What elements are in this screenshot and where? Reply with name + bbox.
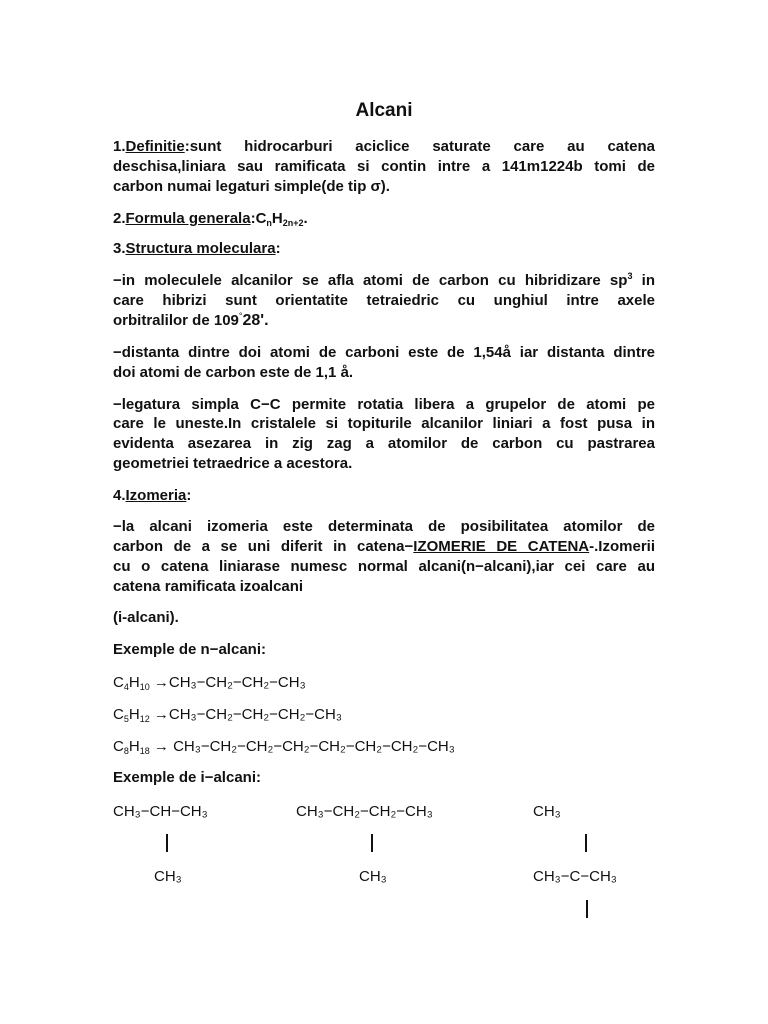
- definition-line-2: deschisa,liniara sau ramificata si contin intre a 141m1224b tomi de: [113, 158, 655, 175]
- formula-label: Formula generala: [125, 210, 251, 227]
- isomerism-line-1: −la alcani izomeria este determinata de posibilitatea atomilor de: [113, 518, 655, 535]
- angle-minutes: 28'.: [242, 312, 269, 329]
- carbon-subscript: 8: [123, 746, 129, 756]
- isomerism-line-4: catena ramificata izoalcani: [113, 578, 304, 595]
- hydrogen-symbol: H: [271, 210, 283, 227]
- structure-heading: [113, 240, 655, 257]
- bond-line: [586, 900, 588, 918]
- arrow: →: [149, 706, 169, 723]
- carbon-symbol: C: [255, 210, 267, 227]
- superscript: 3: [627, 271, 633, 281]
- chain-formula: CH₃−CH₂−CH₂−CH₃: [168, 674, 306, 691]
- bond-line: [585, 834, 587, 852]
- structure-p2-line-2: doi atomi de carbon este de 1,1 å.: [113, 364, 354, 381]
- structure-label: Structura moleculara: [125, 240, 276, 257]
- i-alkane-2-main-chain: CH₃−CH₂−CH₂−CH₃: [296, 803, 433, 820]
- i-alkane-3-top-branch: CH₃: [533, 803, 561, 820]
- hydrogen-subscript: 12: [139, 714, 150, 724]
- isomerism-line-5: (i-alcani).: [113, 609, 179, 626]
- isomerism-text: -.Izomerii: [589, 538, 655, 555]
- hydrogen-subscript: 18: [139, 746, 150, 756]
- colon: :: [250, 210, 256, 227]
- section-number: 1.: [113, 138, 126, 155]
- page-title: Alcani: [355, 100, 413, 121]
- degree-sign: °: [238, 311, 243, 321]
- hydrogen-subscript: 2n+2: [282, 218, 304, 228]
- isomerism-line-2: [113, 538, 655, 555]
- isomerism-line-3: cu o catena liniarase numesc normal alcani(n−alcani),iar cei care au: [113, 558, 655, 575]
- structure-p2-line-1: −distanta dintre doi atomi de carboni este de 1,54å iar distanta dintre: [113, 344, 655, 361]
- structure-text: orbitralilor de 109: [113, 312, 239, 329]
- structure-p1-line-3: [113, 312, 655, 330]
- structure-p1-line-2: care hibrizi sunt orientatite tetraiedric cu unghiul intre axele: [113, 292, 655, 309]
- colon: :: [275, 240, 281, 257]
- formula-line: [113, 210, 655, 227]
- section-number: 3.: [113, 240, 126, 257]
- structure-p3-line-1: −legatura simpla C−C permite rotatia libera a grupelor de atomi pe: [113, 396, 655, 413]
- isomerism-text: carbon de a se uni diferit in catena−: [113, 538, 414, 555]
- structure-p3-line-2: care le uneste.In cristalele si topiturile alcanilor liniari a fost pusa in: [113, 415, 655, 432]
- definition-text-1: :sunt hidrocarburi aciclice saturate care au catena: [184, 138, 655, 155]
- n-alkane-example-3: [113, 738, 455, 755]
- section-number: 2.: [113, 210, 126, 227]
- bond-line: [371, 834, 373, 852]
- i-alkane-2-branch: CH₃: [359, 868, 387, 885]
- isomerism-label: Izomeria: [125, 487, 187, 504]
- i-alkane-1-main-chain: CH₃−CH−CH₃: [113, 803, 208, 820]
- n-alkane-example-2: [113, 706, 342, 723]
- hydrogen-symbol: H: [128, 738, 140, 755]
- chain-formula: CH₃−CH₂−CH₂−CH₂−CH₂−CH₂−CH₂−CH₃: [173, 738, 455, 755]
- arrow: →: [149, 738, 174, 755]
- period: .: [303, 210, 308, 227]
- carbon-subscript: 4: [123, 682, 129, 692]
- isomerism-underlined-term: IZOMERIE DE CATENA: [413, 538, 590, 555]
- bond-line: [166, 834, 168, 852]
- carbon-symbol: C: [113, 674, 124, 691]
- structure-p1-line-1: [113, 272, 655, 289]
- carbon-symbol: C: [113, 706, 124, 723]
- hydrogen-symbol: H: [128, 674, 140, 691]
- carbon-subscript: 5: [123, 714, 129, 724]
- structure-text: in: [632, 272, 656, 289]
- i-alkane-3-main-chain: CH₃−C−CH₃: [533, 868, 617, 885]
- carbon-symbol: C: [113, 738, 124, 755]
- structure-text: −in moleculele alcanilor se afla atomi de carbon cu hibridizare sp: [113, 272, 628, 289]
- i-alkane-1-branch: CH₃: [154, 868, 182, 885]
- isomerism-heading: [113, 487, 655, 504]
- hydrogen-symbol: H: [128, 706, 140, 723]
- definition-line-3: carbon numai legaturi simple(de tip σ).: [113, 178, 390, 195]
- hydrogen-subscript: 10: [139, 682, 150, 692]
- structure-p3-line-3: evidenta asezarea in zig zag a atomilor de carbon cu pastrarea: [113, 435, 655, 452]
- n-alkane-example-1: [113, 674, 306, 691]
- i-alkanes-heading: Exemple de i−alcani:: [113, 769, 261, 786]
- arrow: →: [149, 674, 169, 691]
- carbon-subscript: n: [266, 218, 272, 228]
- colon: :: [186, 487, 192, 504]
- chain-formula: CH₃−CH₂−CH₂−CH₂−CH₃: [168, 706, 342, 723]
- n-alkanes-heading: Exemple de n−alcani:: [113, 641, 266, 658]
- section-number: 4.: [113, 487, 126, 504]
- definition-label: Definitie: [125, 138, 185, 155]
- structure-p3-line-4: geometriei tetraedrice a acestora.: [113, 455, 353, 472]
- definition-line-1: [113, 138, 655, 155]
